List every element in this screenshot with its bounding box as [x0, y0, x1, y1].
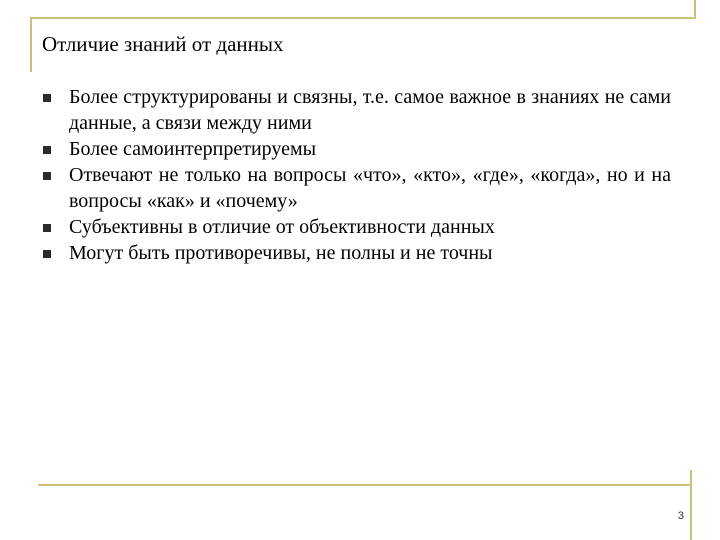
bullet-item [43, 214, 671, 240]
bullet-text: Более структурированы и связны, т.е. самое важное в знаниях не сами данные, а связи между ними [69, 86, 671, 134]
square-bullet-icon [43, 250, 51, 258]
bullet-text: Субъективны в отличие от объективности данных [69, 216, 495, 238]
bullet-text: Могут быть противоречивы, не полны и не точны [69, 242, 493, 264]
bullet-list [43, 84, 671, 266]
frame-left-rule [30, 17, 32, 72]
bullet-item [43, 240, 671, 266]
bullet-item [43, 162, 671, 214]
bullet-item [43, 84, 671, 136]
frame-top-rule [30, 17, 696, 19]
square-bullet-icon [43, 146, 51, 154]
page-number: 3 [677, 510, 684, 522]
footer-tick-rule [690, 470, 692, 540]
frame-right-rule [694, 0, 696, 19]
square-bullet-icon [43, 172, 51, 180]
square-bullet-icon [43, 94, 51, 102]
bullet-text: Отвечают не только на вопросы «что», «кто», «где», «когда», но и на вопросы «как» и «почему» [69, 164, 671, 212]
slide-title: Отличие знаний от данных [42, 32, 284, 56]
footer-rule [38, 484, 692, 486]
bullet-text: Более самоинтерпретируемы [69, 138, 317, 160]
square-bullet-icon [43, 224, 51, 232]
bullet-item [43, 136, 671, 162]
